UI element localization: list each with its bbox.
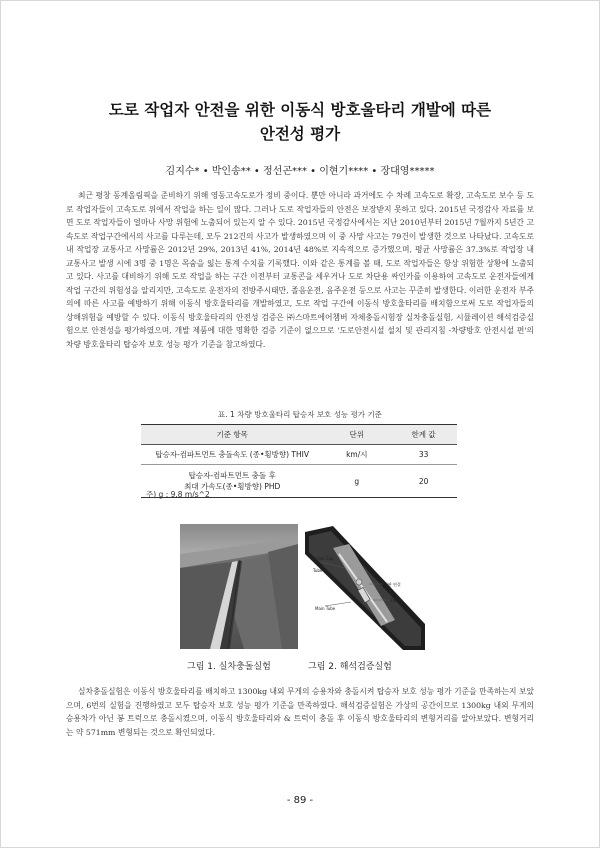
table-cell-item-line-1: 탑승자-컴파트먼트 충돌 후 — [188, 471, 276, 480]
author-list: 김지수* • 박인송** • 정선곤*** • 이현기**** • 장대영***** — [165, 166, 435, 177]
crash-test-photo — [180, 524, 298, 649]
simulation-diagram — [303, 524, 425, 650]
fig2-label-tube: Tube — [313, 568, 323, 573]
table-cell-limit: 20 — [390, 465, 457, 498]
table-row — [141, 445, 457, 465]
title-line-1: 도로 작업자 안전을 위한 이동식 방호울타리 개발에 따른 — [108, 101, 492, 119]
figure-1-caption: 그림 1. 실차충돌실험 — [187, 662, 271, 672]
body-paragraph-1: 최근 평창 동계올림픽을 준비하기 위해 영동고속도로가 정비 중이다. 뿐만 아니라 과거에도 수 차례 고속도로 확장, 고속도로 보수 등 도로 작업자들이 고속도로 위에서 작업을 하는 일이 많다. 그러나 도로 작업자들의 안전은 보장받지 못하고 있다. 2015년 국정감사 자료를 보면 도로 작업자들이 얼마나 사망 위험에 노출되어 있는지 알 수 있다. 2015년 국정감사에서는 지난 2010년부터 2015년 7월까지 5년간 고속도로 작업구간에서의 사고를 다루는데, 모두 212건의 사고가 발생하였으며 이 중 사망 사고는 79건이 발생한 것으로 나타났다. 고속도로 내 작업장 교통사고 사망률은 2012년 29%, 2013년 41%, 2014년 48%로 지속적으로 증가했으며, 평균 사망률은 37.3%로 작업장 내 교통사고 발생 시에 3명 중 1명은 목숨을 잃는 통계 수치를 기록했다. 이와 같은 통계를 볼 때, 도로 작업자들은 항상 위험한 상황에 노출되고 있다. 사고를 대비하기 위해 도로 작업을 하는 구간 이전부터 교통콘을 세우거나 도로 차단용 싸인카를 이용하여 고속도로 운전자들에게 작업 구간의 위험성을 알리지만, 고속도로 운전자의 전방주시태만, 졸음운전, 음주운전 등으로 사고는 꾸준히 발생한다. 이러한 운전자 부주의에 따른 사고를 예방하기 위해 이동식 방호울타리를 개발하였고, 도로 작업 구간에 이동식 방호울타리를 배치함으로써 도로 작업자들의 상해위험을 예방할 수 있다. 이동식 방호울타리의 안전성 검증은 ㈜스마트에어챔버 자체충돌시험장 실차충돌실험, 시뮬레이션 해석검증실험으로 안전성을 평가하였으며, 개발 제품에 대한 명확한 검증 기준이 없으므로 '도로안전시설 설치 및 관리지침 -차량방호 안전시설 편'의 차량 방호울타리 탑승자 보호 성능 평가 기준을 참고하였다. — [66, 191, 534, 349]
crash-test-photo-image — [180, 524, 298, 649]
table-header-row — [141, 425, 457, 445]
figure-2-caption: 그림 2. 해석검증실험 — [308, 662, 392, 672]
table-header-item: 기준 항목 — [141, 425, 323, 445]
table-caption: 표. 1 차량 방호울타리 탑승자 보호 성능 평가 기준 — [218, 410, 382, 419]
table-footnote: 주) g : 9.8 m/s^2 — [146, 490, 210, 499]
table-cell-unit: km/시 — [323, 445, 390, 465]
simulation-diagram-image — [303, 524, 425, 650]
page-number: - 89 - — [286, 795, 314, 806]
title-line-2: 안전성 평가 — [259, 125, 341, 143]
table-cell-item: 탑승자-컴파트먼트 충돌속도 (종•횡방향) THIV — [141, 445, 323, 465]
criteria-table — [141, 424, 457, 498]
table-cell-unit: g — [323, 465, 390, 498]
fig2-label-plate: 철판 연결 — [384, 582, 401, 587]
table-cell-limit: 33 — [390, 445, 457, 465]
table-header-limit: 한계 값 — [390, 425, 457, 445]
body-paragraph-2: 실차충돌실험은 이동식 방호울타리를 배치하고 1300kg 내외 무게의 승용차와 충돌시켜 탑승자 보호 성능 평가 기준을 만족하는지 보았으며, 6번의 실험을 진행하였고 모두 탑승자 보호 성능 평가 기준을 만족하였다. 해석검증실험은 가상의 공간이므로 1300kg 내외 무게의 승용차가 아닌 봉 트럭으로 충돌시켰으며, 이동식 방호울타리와 & 트럭이 충돌 후 이동식 방호울타리의 변형거리를 알아보았다. 변형거리는 약 571mm 변형되는 것으로 확인되었다. — [66, 687, 534, 737]
fig2-label-dimension: 280 — [390, 598, 398, 603]
table-header-unit: 단위 — [323, 425, 390, 445]
table-cell-item-line-2: 최대 가속도(종•횡방향) PHD — [184, 482, 281, 491]
paper-title — [60, 98, 540, 146]
fig2-label-main-tube: Main Tube — [315, 606, 336, 611]
fig2-label-barrier-cap: Barrier Cap — [311, 556, 334, 561]
